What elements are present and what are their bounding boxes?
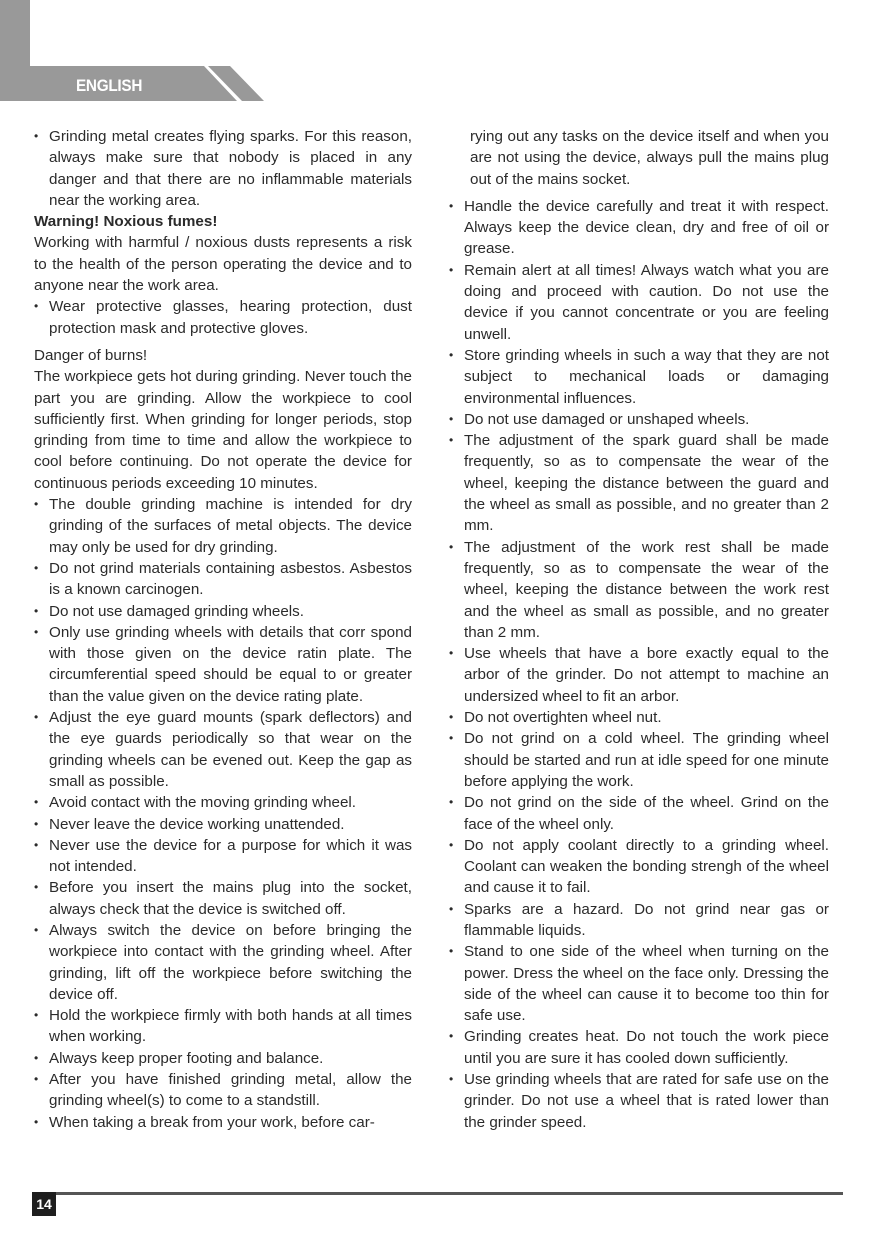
burn-paragraph: The workpiece gets hot during grinding. Never touch the part you are grinding. Allow the workpiece to cool sufficiently first. When grinding for longer periods, stop grinding from time to time and allow the workpiece to cool before continuing. Do not operate the device for continuous periods exceeding 10 minutes. (34, 368, 412, 492)
safety-bullet: • Always keep proper footing and balance. (34, 1048, 412, 1069)
safety-bullet: • The adjustment of the spark guard shall be made frequently, so as to compensate the wear of the wheel, keeping the distance between the guard and the wheel as small as possible, and no greater than 2 mm. (449, 430, 829, 536)
safety-bullet: • Do not grind on a cold wheel. The grinding wheel should be started and run at idle speed for one minute before applying the work. (449, 728, 829, 792)
left-column (34, 126, 412, 1133)
footer-rule (56, 1192, 843, 1195)
safety-bullet: • Hold the workpiece firmly with both hands at all times when working. (34, 1005, 412, 1048)
safety-bullet: • After you have finished grinding metal, allow the grinding wheel(s) to come to a standstill. (34, 1069, 412, 1112)
safety-bullet: • Do not grind on the side of the wheel. Grind on the face of the wheel only. (449, 792, 829, 835)
warning-paragraph: Working with harmful / noxious dusts represents a risk to the health of the person operating the device and to anyone near the work area. (34, 234, 412, 295)
safety-bullet: • Adjust the eye guard mounts (spark deflectors) and the eye guards periodically so that wear on the grinding wheels can be evened out. Keep the gap as small as possible. (34, 707, 412, 792)
safety-bullet: • Sparks are a hazard. Do not grind near gas or flammable liquids. (449, 899, 829, 942)
safety-bullet: • Avoid contact with the moving grinding wheel. (34, 792, 412, 813)
safety-bullet: • The double grinding machine is intended for dry grinding of the surfaces of metal objects. The device may only be used for dry grinding. (34, 494, 412, 558)
safety-bullet: • Never leave the device working unattended. (34, 814, 412, 835)
safety-bullet: • Before you insert the mains plug into the socket, always check that the device is switched off. (34, 877, 412, 920)
burn-heading: Danger of burns! (34, 346, 148, 364)
right-column (449, 126, 829, 1133)
safety-bullet: • Do not apply coolant directly to a grinding wheel. Coolant can weaken the bonding strengh of the wheel and cause it to fail. (449, 835, 829, 899)
safety-bullet: • Do not use damaged or unshaped wheels. (449, 409, 829, 430)
continued-text: rying out any tasks on the device itself and when you are not using the device, always pull the mains plug out of the mains socket. (470, 128, 829, 188)
safety-bullet: • Grinding creates heat. Do not touch the work piece until you are sure it has cooled down sufficiently. (449, 1026, 829, 1069)
safety-bullet: • Use wheels that have a bore exactly equal to the arbor of the grinder. Do not attempt to machine an undersized wheel to fit an arbor. (449, 643, 829, 707)
safety-bullet: • Never use the device for a purpose for which it was not intended. (34, 835, 412, 878)
safety-bullet: • Do not use damaged grinding wheels. (34, 601, 412, 622)
safety-bullet: • Wear protective glasses, hearing protection, dust protection mask and protective gloves. (34, 296, 412, 339)
language-label: ENGLISH (76, 76, 143, 95)
warning-heading: Warning! Noxious fumes! (34, 213, 218, 231)
page-number: 14 (32, 1192, 56, 1216)
safety-bullet: • Store grinding wheels in such a way that they are not subject to mechanical loads or damaging environmental influences. (449, 345, 829, 409)
safety-bullet: • Handle the device carefully and treat it with respect. Always keep the device clean, dry and free of oil or grease. (449, 196, 829, 260)
safety-bullet: • Remain alert at all times! Always watch what you are doing and proceed with caution. Do not use the device if you cannot concentrate or you are feeling unwell. (449, 260, 829, 345)
safety-bullet: • Only use grinding wheels with details that corr spond with those given on the device ratin plate. The circumferential speed should be equal to or greater than the value given on the device rating plate. (34, 622, 412, 707)
safety-bullet: • Always switch the device on before bringing the workpiece into contact with the grinding wheel. After grinding, lift off the workpiece before switching the device off. (34, 920, 412, 1005)
safety-bullet: • Grinding metal creates flying sparks. For this reason, always make sure that nobody is placed in any danger and that there are no inflammable materials near the working area. (34, 126, 412, 211)
safety-bullet: • Do not overtighten wheel nut. (449, 707, 829, 728)
safety-bullet: • When taking a break from your work, before car- (34, 1112, 412, 1133)
safety-bullet: • The adjustment of the work rest shall be made frequently, so as to compensate the wear of the wheel, keeping the distance between the work rest and the wheel as small as possible, and no greater than 2 mm. (449, 537, 829, 643)
safety-bullet: • Stand to one side of the wheel when turning on the power. Dress the wheel on the face only. Dressing the side of the wheel can cause it to become too thin for safe use. (449, 941, 829, 1026)
safety-bullet: • Use grinding wheels that are rated for safe use on the grinder. Do not use a wheel that is rated lower than the grinder speed. (449, 1069, 829, 1133)
safety-bullet: • Do not grind materials containing asbestos. Asbestos is a known carcinogen. (34, 558, 412, 601)
